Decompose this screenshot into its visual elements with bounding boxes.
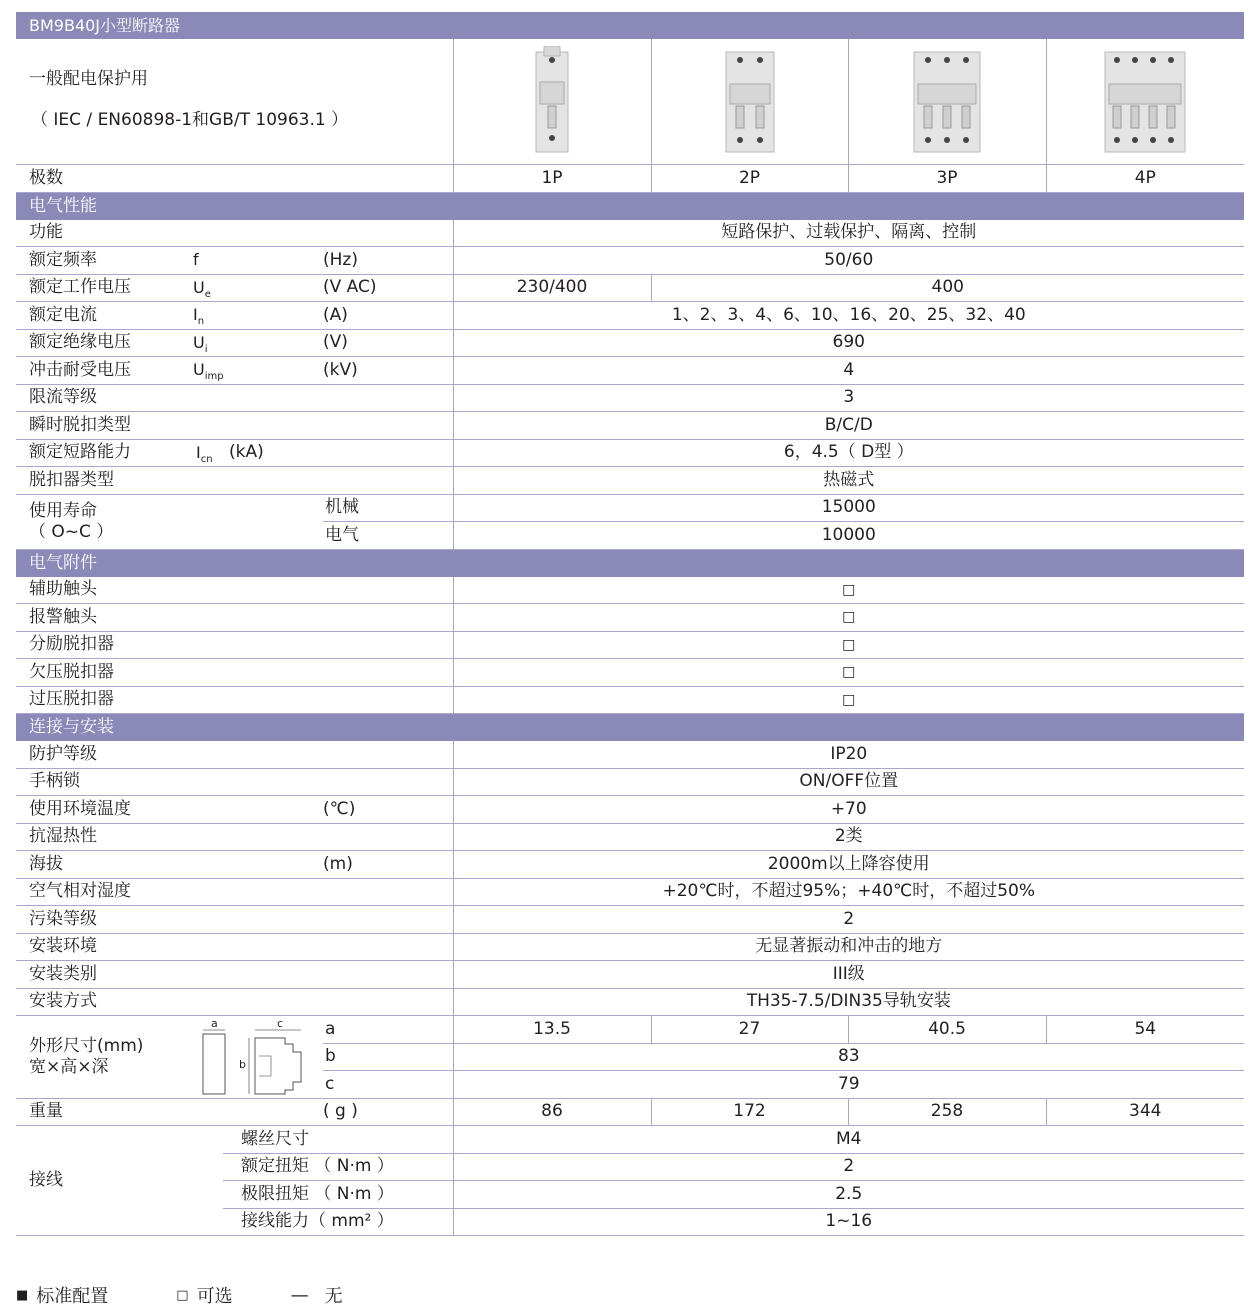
product-1p-image <box>453 39 651 165</box>
optional-mark-icon: □ <box>176 1287 189 1303</box>
row-altitude: 海拔 (m) 2000m以上降容使用 <box>16 851 1244 879</box>
row-environment: 安装环境 无显著振动和冲击的地方 <box>16 933 1244 961</box>
product-2p-image <box>651 39 848 165</box>
legend <box>16 1282 351 1308</box>
row-life-elec: 电气 10000 <box>16 522 1244 550</box>
spec-table <box>16 12 1244 1236</box>
title-bar <box>16 12 1244 39</box>
row-breaking: 额定短路能力 $I_{cn}$ (kA) 6，4.5（ D型 ） <box>16 439 1244 467</box>
row-dims-b: b 83 <box>16 1043 1244 1071</box>
row-damp-heat: 抗湿热性 2类 <box>16 823 1244 851</box>
row-shunt-release: 分励脱扣器 □ <box>16 631 1244 659</box>
spec-sheet <box>16 12 1244 1236</box>
row-temperature: 使用环境温度 (℃) +70 <box>16 796 1244 824</box>
row-trip: 瞬时脱扣类型 B/C/D <box>16 412 1244 440</box>
row-overvoltage: 过压脱扣器 □ <box>16 686 1244 714</box>
row-limiting: 限流等级 3 <box>16 384 1244 412</box>
none-mark-icon: — <box>290 1284 309 1306</box>
row-protection: 防护等级 IP20 <box>16 741 1244 768</box>
subtitle-standard: （ IEC / EN60898-1和GB/T 10963.1 ） <box>31 110 349 130</box>
section-accessories: 电气附件 <box>16 549 1244 577</box>
svg-text:a: a <box>211 1017 218 1030</box>
product-image-row <box>16 39 1244 165</box>
legend-none: 无 <box>324 1286 343 1307</box>
row-voltage: 额定工作电压 $U_e$ (V AC) 230/400 400 <box>16 274 1244 302</box>
row-impulse: 冲击耐受电压 $U_{imp}$ (kV) 4 <box>16 357 1244 385</box>
product-title: BM9B40J小型断路器 <box>16 12 1244 39</box>
section-install: 连接与安装 <box>16 714 1244 742</box>
subtitle-usage: 一般配电保护用 <box>29 69 148 89</box>
row-dims-c: c 79 <box>16 1071 1244 1099</box>
row-wiring-max-torque: 极限扭矩 （ N·m ） 2.5 <box>16 1181 1244 1209</box>
row-pollution: 污染等级 2 <box>16 906 1244 934</box>
product-3p-image <box>848 39 1046 165</box>
poles-row: 极数 1P 2P 3P 4P <box>16 165 1244 193</box>
product-4p-image <box>1046 39 1244 165</box>
row-wiring-screw: 接线 螺丝尺寸 M4 <box>16 1126 1244 1154</box>
legend-optional: 可选 <box>196 1286 233 1307</box>
section-electrical: 电气性能 <box>16 192 1244 220</box>
row-frequency: 额定频率 f (Hz) 50/60 <box>16 247 1244 275</box>
row-function: 功能 短路保护、过载保护、隔离、控制 <box>16 220 1244 247</box>
row-undervoltage: 欠压脱扣器 □ <box>16 659 1244 687</box>
row-insulation: 额定绝缘电压 $U_i$ (V) 690 <box>16 329 1244 357</box>
standard-mark-icon: ■ <box>16 1287 29 1303</box>
row-category: 安装类别 III级 <box>16 961 1244 989</box>
legend-standard: 标准配置 <box>36 1286 109 1307</box>
row-dims-a: 外形尺寸(mm) 宽×高×深 a c b a 13.5 27 40.5 54 <box>16 1016 1244 1044</box>
row-alarm-contact: 报警触头 □ <box>16 604 1244 632</box>
row-method: 安装方式 TH35-7.5/DIN35导轨安装 <box>16 988 1244 1016</box>
row-aux-contact: 辅助触头 □ <box>16 577 1244 604</box>
row-humidity: 空气相对湿度 +20℃时，不超过95%；+40℃时，不超过50% <box>16 878 1244 906</box>
svg-text:c: c <box>277 1017 284 1030</box>
row-life-mech: 使用寿命 （ O~C ） 机械 15000 <box>16 494 1244 522</box>
row-wiring-torque: 额定扭矩 （ N·m ） 2 <box>16 1153 1244 1181</box>
dimension-diagram <box>193 1016 323 1099</box>
row-lock: 手柄锁 ON/OFF位置 <box>16 768 1244 796</box>
row-release: 脱扣器类型 热磁式 <box>16 467 1244 495</box>
row-wiring-capacity: 接线能力（ mm² ） 1~16 <box>16 1208 1244 1236</box>
svg-text:b: b <box>239 1057 246 1071</box>
row-weight: 重量 ( g ) 86 172 258 344 <box>16 1098 1244 1126</box>
row-current: 额定电流 $I_n$ (A) 1、2、3、4、6、10、16、20、25、32、40 <box>16 302 1244 330</box>
